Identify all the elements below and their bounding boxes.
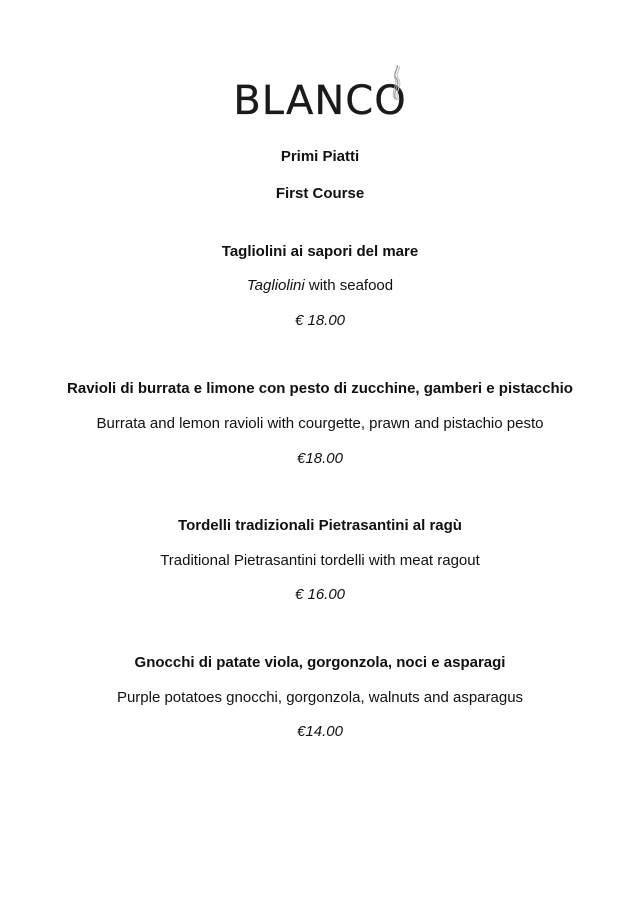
dish-price: €18.00	[297, 450, 343, 467]
logo-text: BLANCO	[233, 78, 407, 124]
dish-name: Tordelli tradizionali Pietrasantini al ragù	[178, 517, 462, 534]
dish-price: € 18.00	[294, 312, 346, 329]
smoke-swirl-icon	[388, 64, 406, 102]
restaurant-logo	[0, 66, 640, 126]
dish-description: Burrata and lemon ravioli with courgette, prawn and pistachio pesto	[96, 415, 544, 432]
dish-description: Purple potatoes gnocchi, gorgonzola, walnuts and asparagus	[116, 689, 524, 706]
section-title-italian: Primi Piatti	[280, 148, 360, 165]
dish-description-rest: with seafood	[304, 277, 394, 294]
section-title-english: First Course	[275, 185, 365, 202]
dish-name: Ravioli di burrata e limone con pesto di zucchine, gamberi e pistacchio	[67, 380, 573, 397]
dish-description-italic: Tagliolini	[246, 277, 305, 294]
dish-description: Traditional Pietrasantini tordelli with meat ragout	[160, 552, 480, 569]
dish-price: € 16.00	[294, 586, 346, 603]
dish-price: €14.00	[297, 723, 343, 740]
dish-description	[0, 277, 640, 295]
dish-name: Tagliolini ai sapori del mare	[221, 243, 419, 260]
dish-name: Gnocchi di patate viola, gorgonzola, noci e asparagi	[134, 654, 506, 671]
